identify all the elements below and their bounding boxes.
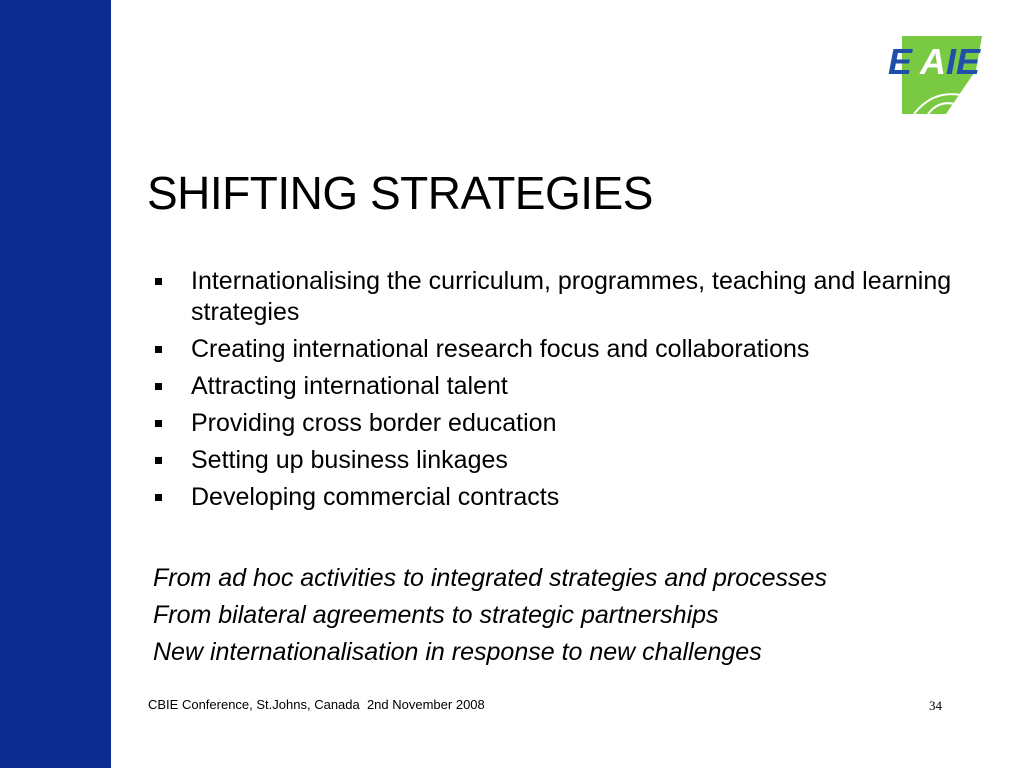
bullet-marker bbox=[155, 346, 162, 353]
bullet-text: Creating international research focus and collaborations bbox=[191, 335, 810, 363]
bullet-item bbox=[153, 334, 993, 365]
logo-letters-ie: IE bbox=[946, 41, 981, 82]
bullet-marker bbox=[155, 383, 162, 390]
footer-text: CBIE Conference, St.Johns, Canada 2nd November 2008 bbox=[148, 697, 485, 712]
bullet-item bbox=[153, 482, 993, 513]
bullet-item bbox=[153, 266, 993, 328]
statement-line: From ad hoc activities to integrated strategies and processes bbox=[153, 564, 827, 592]
slide-title: SHIFTING STRATEGIES bbox=[147, 167, 653, 219]
sidebar-band bbox=[0, 0, 111, 768]
summary-statements bbox=[153, 560, 993, 671]
page-number: 34 bbox=[929, 698, 942, 713]
bullet-text: Providing cross border education bbox=[191, 409, 557, 437]
bullet-text: Setting up business linkages bbox=[191, 446, 508, 474]
bullet-marker bbox=[155, 278, 162, 285]
logo-letter-a: A bbox=[920, 41, 946, 82]
bullet-item bbox=[153, 371, 993, 402]
eaie-logo bbox=[880, 30, 992, 118]
bullet-marker bbox=[155, 420, 162, 427]
bullet-text: Developing commercial contracts bbox=[191, 483, 560, 511]
bullet-marker bbox=[155, 494, 162, 501]
bullet-list bbox=[153, 266, 993, 519]
bullet-item bbox=[153, 408, 993, 439]
statement-line: New internationalisation in response to new challenges bbox=[153, 638, 762, 666]
statement-line: From bilateral agreements to strategic partnerships bbox=[153, 601, 719, 629]
bullet-text: Attracting international talent bbox=[191, 372, 508, 400]
bullet-marker bbox=[155, 457, 162, 464]
bullet-item bbox=[153, 445, 993, 476]
logo-letter-e: E bbox=[888, 41, 913, 82]
bullet-text: Internationalising the curriculum, programmes, teaching and learning strategies bbox=[191, 267, 952, 326]
